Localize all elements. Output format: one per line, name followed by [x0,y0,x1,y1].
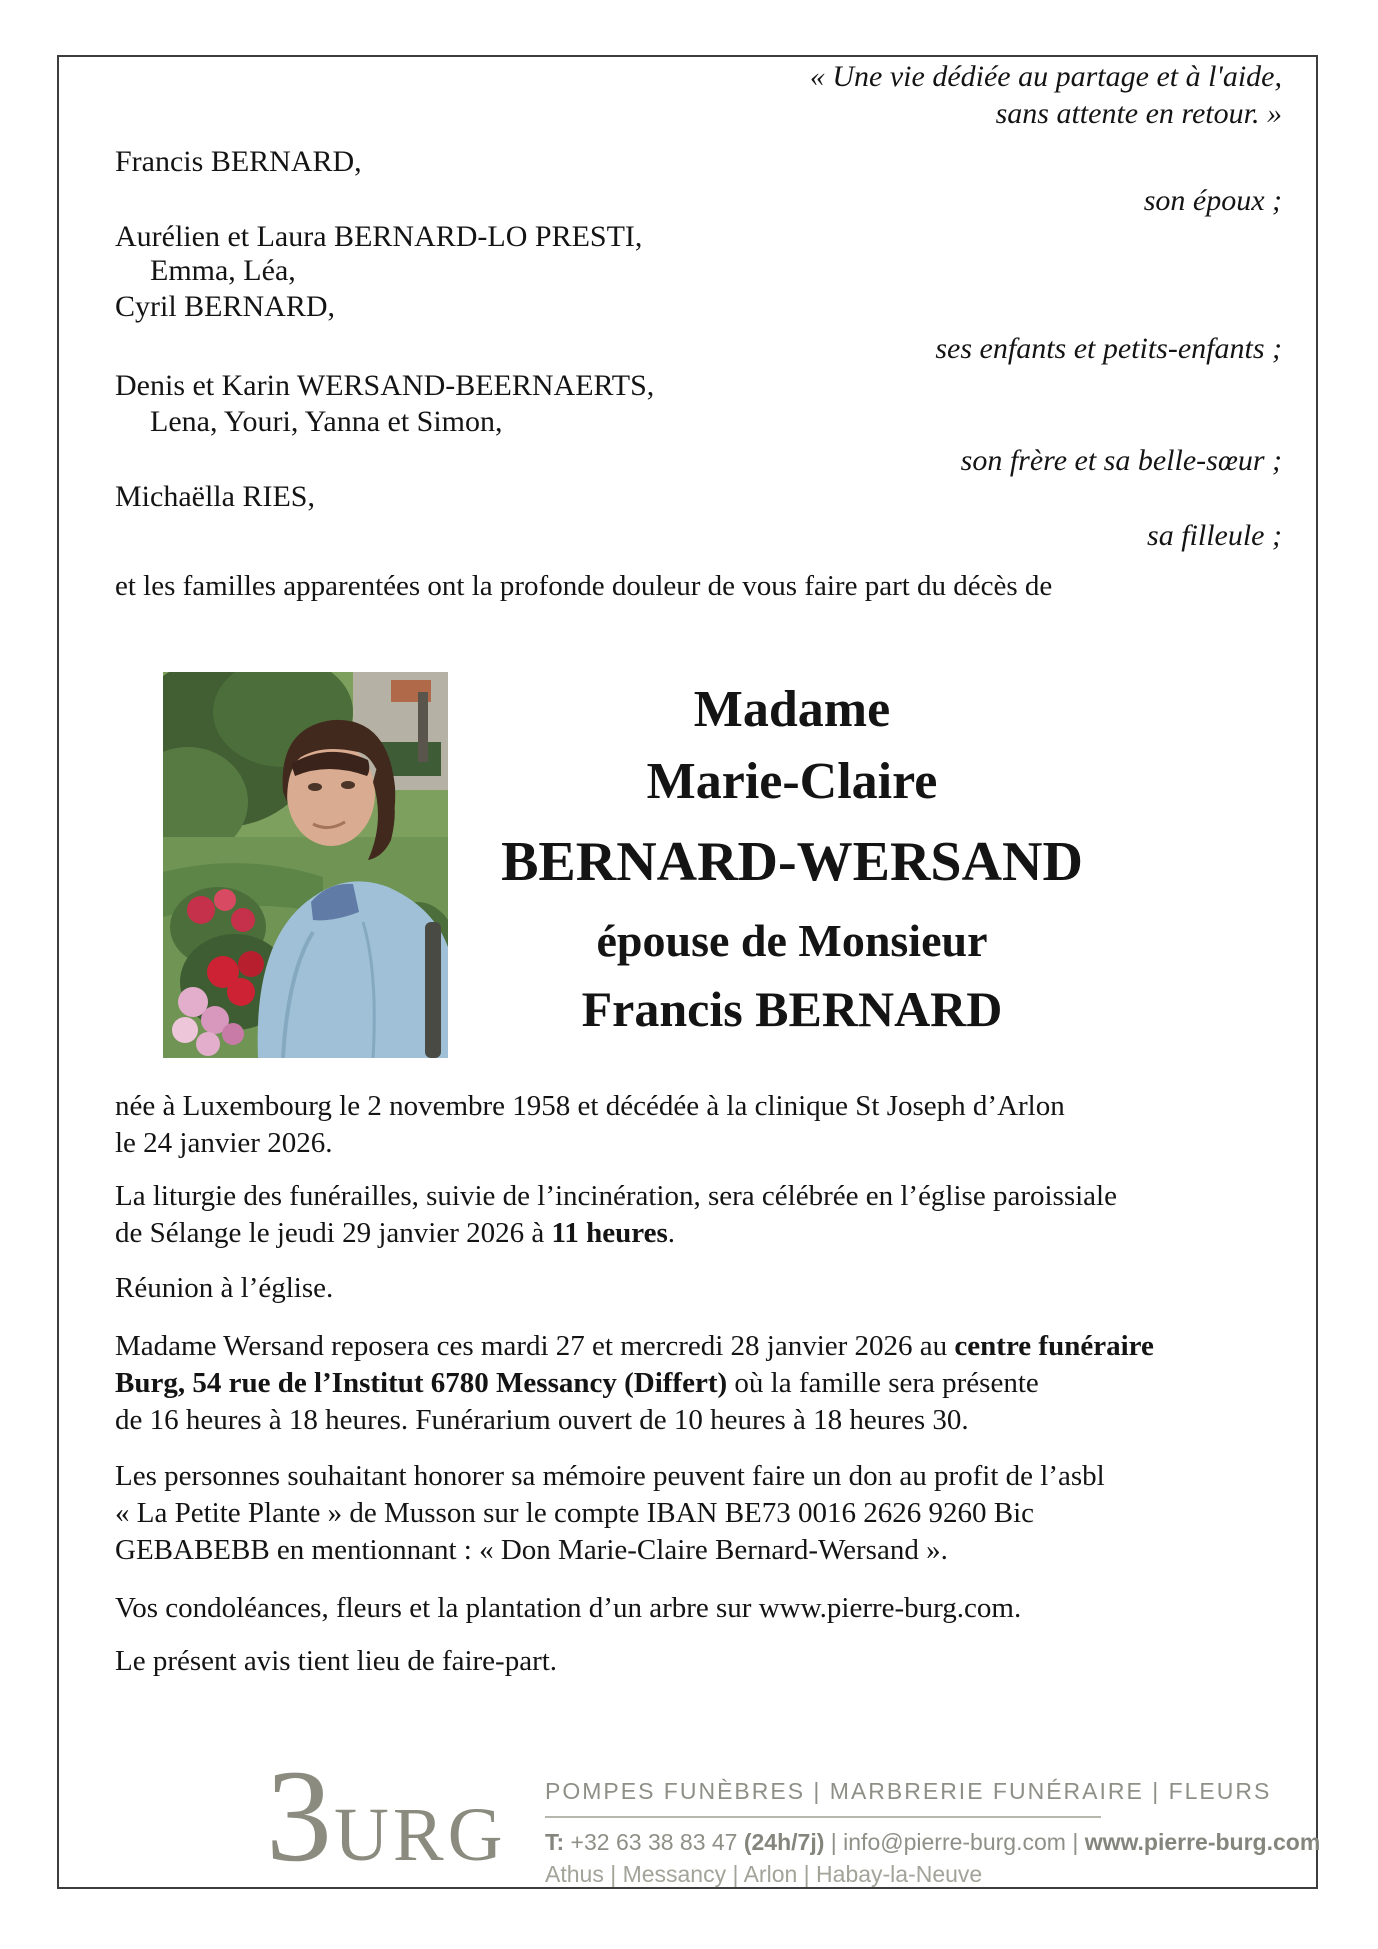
memorial-quote [810,58,1282,132]
husband-name: Francis BERNARD, [115,145,362,178]
contact-website: www.pierre-burg.com [1084,1829,1321,1855]
phone-label: T: [545,1829,565,1855]
footer-services: POMPES FUNÈBRES | MARBRERIE FUNÉRAIRE | FLEURS [545,1778,1272,1804]
announcement-intro: et les familles apparentées ont la profonde douleur de vous faire part du décès de [115,570,1053,602]
portrait-photo [163,672,448,1058]
relation-goddaughter: sa filleule ; [1147,519,1282,552]
grandchildren-line-1: Emma, Léa, [150,254,296,287]
contact-separator-1: | [824,1829,844,1855]
paragraph-liturgy [115,1178,1117,1252]
hours-badge: (24h/7j) [743,1829,825,1855]
repose-text-1: Madame Wersand reposera ces mardi 27 et mercredi 28 janvier 2026 au [115,1330,955,1362]
paragraph-donation-line2: « La Petite Plante » de Musson sur le compte IBAN BE73 0016 2626 9260 Bic [115,1497,1035,1529]
spouse-name: Francis BERNARD [581,981,1003,1037]
paragraph-donation-line3: GEBABEBB en mentionnant : « Don Marie-Claire Bernard-Wersand ». [115,1534,948,1566]
relation-children: ses enfants et petits-enfants ; [935,332,1282,365]
burg-logo-urg: URG [334,1793,507,1877]
paragraph-reunion: Réunion à l’église. [115,1272,334,1304]
paragraph-donation-line1: Les personnes souhaitant honorer sa mémoire peuvent faire un don au profit de l’asbl [115,1460,1105,1492]
phone-number: +32 63 38 83 47 [564,1829,744,1855]
deceased-family-name: BERNARD-WERSAND [501,831,1083,893]
deceased-first-names: Marie-Claire [646,753,938,810]
repose-text-2: où la famille sera présente [727,1367,1039,1399]
burg-logo [266,1742,507,1889]
footer-cities: Athus | Messancy | Arlon | Habay-la-Neuve [545,1861,983,1887]
relation-husband: son époux ; [1143,184,1282,217]
paragraph-repose [115,1328,1154,1439]
goddaughter-line: Michaëlla RIES, [115,480,315,513]
spouse-intro: épouse de Monsieur [596,915,988,966]
funeral-home-address: Burg, 54 rue de l’Institut 6780 Messancy (Differt) [115,1367,728,1399]
paragraph-repose-line2 [115,1365,1154,1402]
brother-kids-line: Lena, Youri, Yanna et Simon, [150,405,503,438]
brother-line: Denis et Karin WERSAND-BEERNAERTS, [115,369,655,402]
children-line-2: Cyril BERNARD, [115,290,336,323]
funeral-home-name: centre funéraire [954,1330,1154,1362]
paragraph-donation [115,1458,1105,1569]
paragraph-condolences: Vos condoléances, fleurs et la plantation d’un arbre sur www.pierre-burg.com. [115,1592,1022,1624]
children-line-1: Aurélien et Laura BERNARD-LO PRESTI, [115,220,643,253]
paragraph-repose-line1 [115,1328,1154,1365]
paragraph-notice: Le présent avis tient lieu de faire-part. [115,1645,558,1677]
contact-email: info@pierre-burg.com [843,1829,1066,1855]
paragraph-birth-death-line1: née à Luxembourg le 2 novembre 1958 et décédée à la clinique St Joseph d’Arlon [115,1090,1065,1122]
paragraph-liturgy-line1: La liturgie des funérailles, suivie de l’incinération, sera célébrée en l’église paroissiale [115,1180,1117,1212]
liturgy-period: . [667,1217,676,1249]
liturgy-text: de Sélange le jeudi 29 janvier 2026 à [115,1217,552,1249]
footer-divider [545,1816,1101,1818]
quote-line-2: sans attente en retour. » [995,97,1282,130]
paragraph-birth-death [115,1088,1065,1162]
paragraph-birth-death-line2: le 24 janvier 2026. [115,1127,333,1159]
footer-contact [545,1829,1320,1856]
burg-logo-b-mark: 3 [266,1742,334,1889]
paragraph-repose-line3: de 16 heures à 18 heures. Funérarium ouvert de 10 heures à 18 heures 30. [115,1404,969,1436]
relation-brother: son frère et sa belle-sœur ; [960,444,1282,477]
quote-line-1: « Une vie dédiée au partage et à l'aide, [809,60,1282,93]
paragraph-liturgy-line2 [115,1215,1117,1252]
contact-separator-2: | [1065,1829,1085,1855]
deceased-title: Madame [693,681,891,738]
liturgy-time: 11 heures [551,1217,668,1249]
